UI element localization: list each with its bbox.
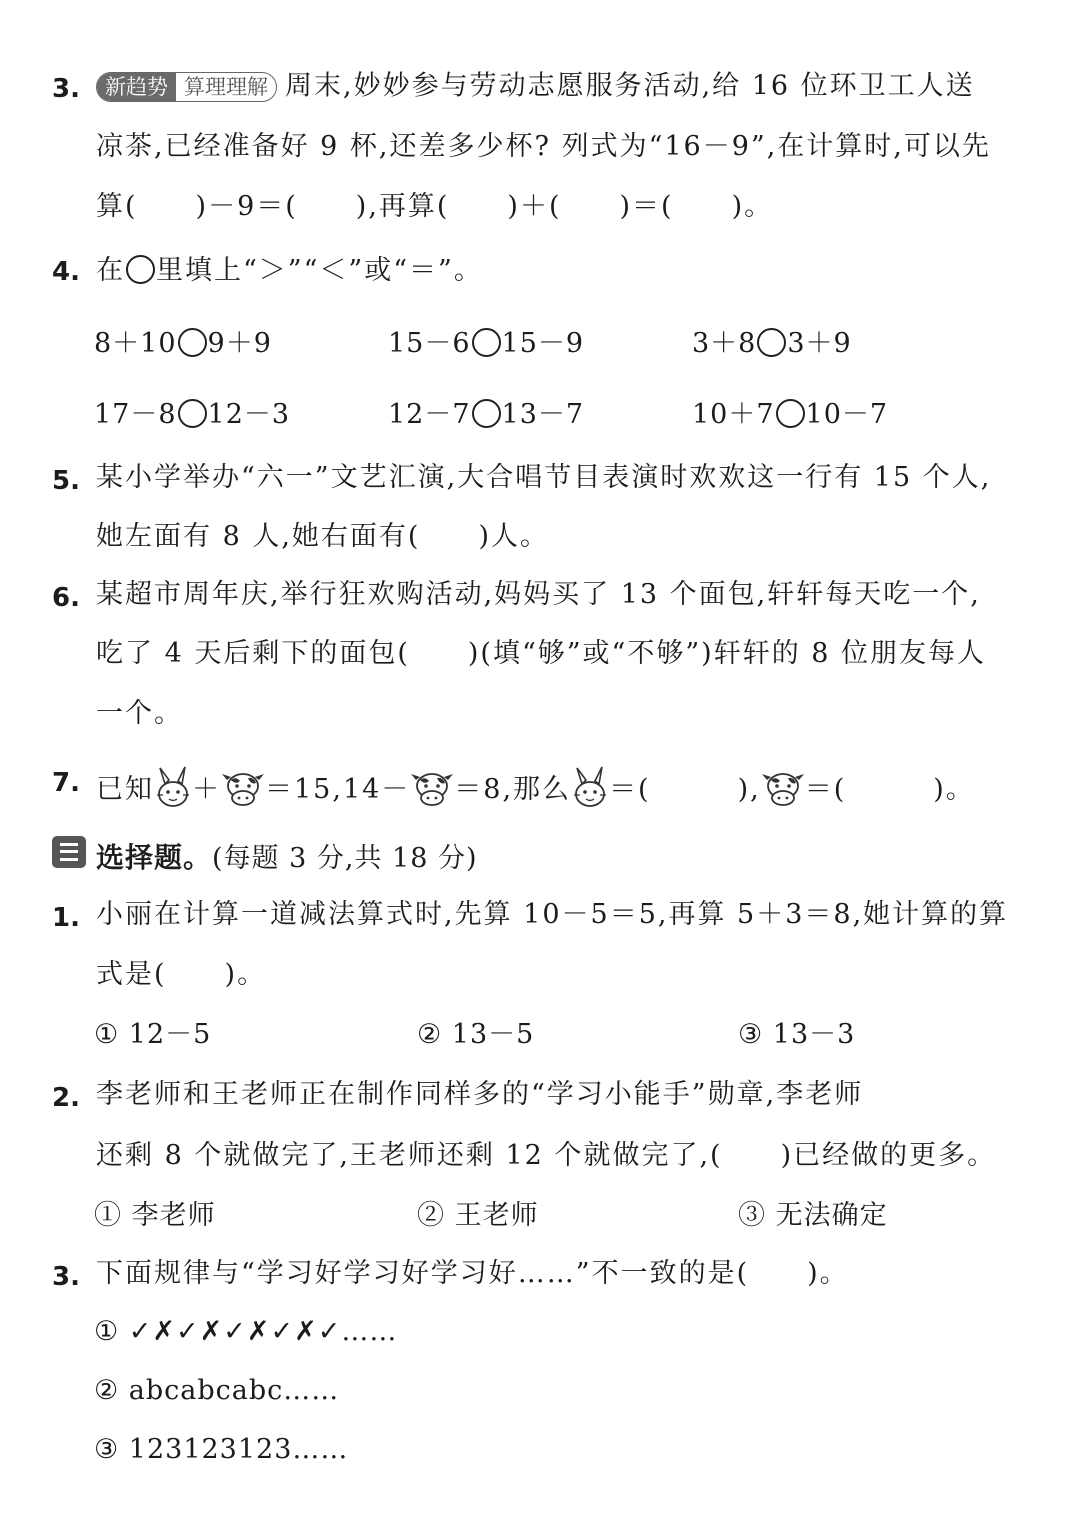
compare-item bbox=[388, 399, 584, 428]
question-number: 7. bbox=[52, 768, 80, 798]
option-2[interactable]: ② 王老师 bbox=[417, 1200, 539, 1231]
compare-item bbox=[94, 328, 272, 357]
section-title-text: 选择题。 bbox=[96, 841, 213, 874]
choice-3-line-1: 下面规律与“学习好学习好学习好……”不一致的是( )。 bbox=[96, 1258, 849, 1289]
q7-text: ＝( )。 bbox=[804, 774, 975, 805]
trend-badge bbox=[96, 72, 277, 102]
section-three-icon bbox=[52, 836, 86, 868]
choice-2-line-2: 还剩 8 个就做完了,王老师还剩 12 个就做完了,( )已经做的更多。 bbox=[96, 1140, 997, 1171]
cow-icon bbox=[410, 768, 454, 808]
instruction-suffix: 里填上“＞”“＜”或“＝”。 bbox=[156, 255, 483, 286]
compare-left: 8＋10 bbox=[94, 328, 177, 359]
compare-right: 3＋9 bbox=[787, 328, 852, 359]
cow-icon bbox=[761, 768, 805, 808]
option-3[interactable]: ③ 无法确定 bbox=[738, 1200, 888, 1231]
rabbit-icon bbox=[154, 766, 192, 808]
answer-circle[interactable] bbox=[472, 328, 501, 357]
choice-2-line-1: 李老师和王老师正在制作同样多的“学习小能手”勋章,李老师 bbox=[96, 1079, 864, 1110]
answer-circle[interactable] bbox=[178, 328, 207, 357]
question-number: 5. bbox=[52, 466, 80, 496]
badge-arithmetic-understanding: 算理理解 bbox=[184, 75, 268, 99]
question-5-line-1: 某小学举办“六一”文艺汇演,大合唱节目表演时欢欢这一行有 15 个人, bbox=[96, 462, 992, 493]
q7-text: ＝8,那么 bbox=[454, 774, 572, 805]
compare-left: 3＋8 bbox=[692, 328, 757, 359]
cow-icon bbox=[221, 768, 265, 808]
answer-circle[interactable] bbox=[472, 399, 501, 428]
compare-left: 17－8 bbox=[94, 399, 177, 430]
question-6-line-2: 吃了 4 天后剩下的面包( )(填“够”或“不够”)轩轩的 8 位朋友每人 bbox=[96, 638, 987, 669]
option-2[interactable]: ② 13－5 bbox=[417, 1019, 535, 1050]
compare-right: 13－7 bbox=[501, 399, 585, 430]
choice-1-line-1: 小丽在计算一道减法算式时,先算 10－5＝5,再算 5＋3＝8,她计算的算 bbox=[96, 899, 1009, 930]
question-6-line-1: 某超市周年庆,举行狂欢购活动,妈妈买了 13 个面包,轩轩每天吃一个, bbox=[96, 579, 981, 610]
option-3[interactable]: ③ 13－3 bbox=[738, 1019, 856, 1050]
instruction-prefix: 在 bbox=[96, 255, 125, 286]
question-5-line-2: 她左面有 8 人,她右面有( )人。 bbox=[96, 521, 549, 552]
q7-text: 已知 bbox=[96, 774, 154, 805]
question-number: 3. bbox=[52, 1262, 80, 1292]
compare-right: 10－7 bbox=[805, 399, 889, 430]
rabbit-icon bbox=[571, 766, 609, 808]
badge-new-trend: 新趋势 bbox=[97, 73, 176, 101]
compare-item bbox=[692, 399, 888, 428]
question-number: 6. bbox=[52, 583, 80, 613]
question-6-line-3: 一个。 bbox=[96, 698, 183, 729]
section-three-title bbox=[96, 836, 478, 876]
compare-right: 9＋9 bbox=[207, 328, 272, 359]
compare-left: 10＋7 bbox=[692, 399, 775, 430]
question-number: 1. bbox=[52, 903, 80, 933]
question-text: 周末,妙妙参与劳动志愿服务活动,给 16 位环卫工人送 bbox=[285, 70, 975, 102]
option-3[interactable]: ③ 123123123…… bbox=[94, 1434, 349, 1465]
question-3-line-1 bbox=[96, 72, 975, 102]
compare-left: 12－7 bbox=[388, 399, 471, 430]
compare-item bbox=[388, 328, 584, 357]
question-number: 4. bbox=[52, 257, 80, 287]
question-3-line-2: 凉茶,已经准备好 9 杯,还差多少杯? 列式为“16－9”,在计算时,可以先 bbox=[96, 131, 991, 162]
q7-text: ＝15,14－ bbox=[265, 774, 411, 805]
question-7-line bbox=[96, 766, 975, 808]
compare-item bbox=[692, 328, 852, 357]
question-3-line-3: 算( )－9＝( ),再算( )＋( )＝( )。 bbox=[96, 191, 774, 222]
answer-circle[interactable] bbox=[178, 399, 207, 428]
question-4-instruction bbox=[96, 255, 483, 284]
q7-text: ＋ bbox=[192, 774, 221, 805]
question-number: 2. bbox=[52, 1083, 80, 1113]
answer-circle[interactable] bbox=[776, 399, 805, 428]
compare-right: 15－9 bbox=[501, 328, 585, 359]
option-2[interactable]: ② abcabcabc…… bbox=[94, 1375, 340, 1406]
q7-text: ＝( ), bbox=[609, 774, 761, 805]
compare-item bbox=[94, 399, 290, 428]
blank-circle-icon bbox=[126, 255, 155, 284]
compare-left: 15－6 bbox=[388, 328, 471, 359]
option-1[interactable]: ① 李老师 bbox=[94, 1200, 216, 1231]
option-1[interactable]: ① 12－5 bbox=[94, 1019, 212, 1050]
compare-right: 12－3 bbox=[207, 399, 291, 430]
question-number: 3. bbox=[52, 74, 80, 104]
answer-circle[interactable] bbox=[757, 328, 786, 357]
option-1[interactable]: ① ✓✗✓✗✓✗✓✗✓…… bbox=[94, 1316, 398, 1347]
section-score-note: (每题 3 分,共 18 分) bbox=[212, 843, 478, 874]
choice-1-line-2: 式是( )。 bbox=[96, 959, 267, 990]
